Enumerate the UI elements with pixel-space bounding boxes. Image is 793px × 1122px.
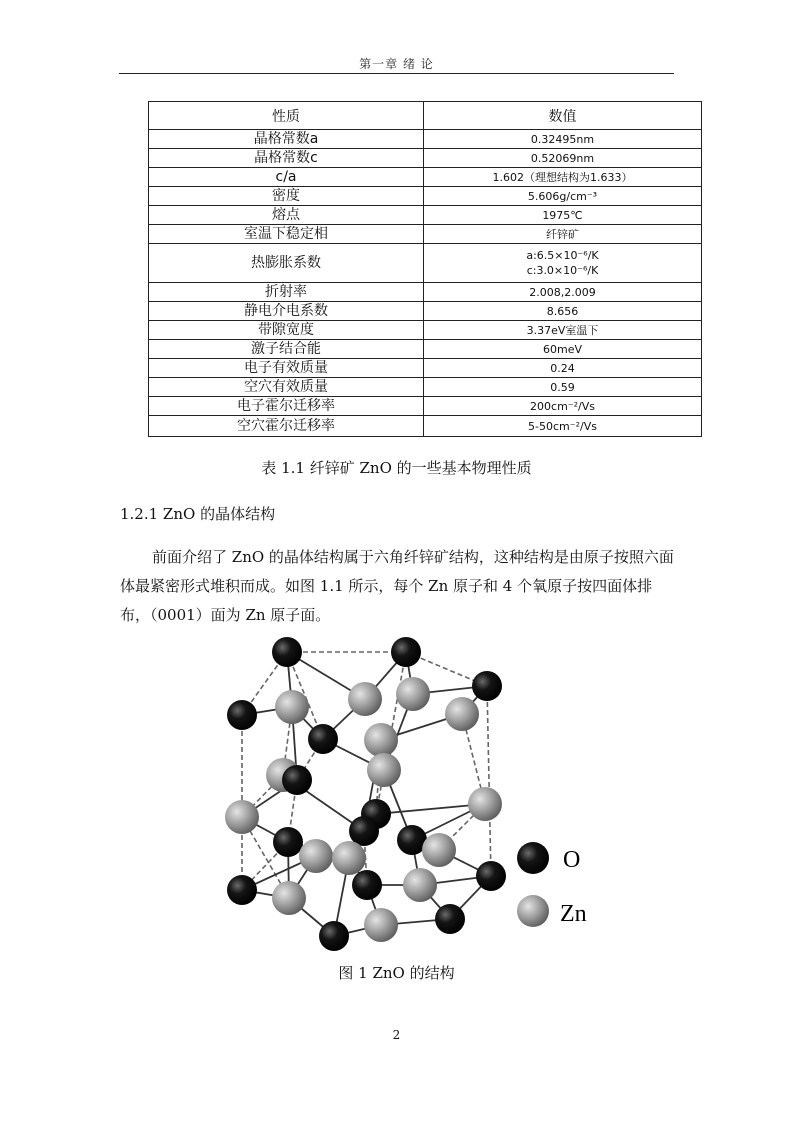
- header-rule: [119, 73, 674, 74]
- zinc-atom: [225, 800, 259, 834]
- table-row: [149, 359, 702, 378]
- property-value-text: 0.59: [550, 380, 575, 394]
- property-name-cell: 空穴有效质量: [149, 378, 424, 397]
- property-value-cell: [424, 302, 702, 321]
- property-value-cell: [424, 340, 702, 359]
- property-value-text: 200cm⁻²/Vs: [530, 399, 595, 413]
- properties-table: [148, 101, 702, 437]
- property-value-cell: [424, 187, 702, 206]
- oxygen-atom: [308, 724, 338, 754]
- property-value-text: 2.008,2.009: [529, 285, 596, 299]
- oxygen-atom: [352, 870, 382, 900]
- property-value-text: 0.32495nm: [530, 132, 595, 146]
- table-row: [149, 321, 702, 340]
- zinc-atom: [396, 677, 430, 711]
- table-row: [149, 302, 702, 321]
- property-name-cell: 静电介电系数: [149, 302, 424, 321]
- property-name-cell: 晶格常数a: [149, 130, 424, 149]
- property-name-cell: 密度: [149, 187, 424, 206]
- table-row: [149, 283, 702, 302]
- property-value-cell: [424, 397, 702, 416]
- property-name-cell: 晶格常数c: [149, 149, 424, 168]
- zinc-legend-label: Zn: [560, 901, 587, 927]
- table-row: [149, 225, 702, 244]
- zinc-atom: [403, 868, 437, 902]
- property-value-cell: [424, 168, 702, 187]
- property-name-cell: 电子霍尔迁移率: [149, 397, 424, 416]
- zinc-atom: [299, 839, 333, 873]
- zinc-atom: [364, 908, 398, 942]
- property-value-text: 0.52069nm: [530, 151, 595, 165]
- property-value-cell: [424, 244, 702, 283]
- table-row: [149, 187, 702, 206]
- oxygen-atom: [282, 765, 312, 795]
- oxygen-atom: [319, 921, 349, 951]
- table-body: [149, 130, 702, 437]
- column-header-property: 性质: [149, 102, 424, 130]
- property-name-cell: 空穴霍尔迁移率: [149, 416, 424, 437]
- body-paragraph: [120, 543, 676, 630]
- oxygen-atom: [227, 875, 257, 905]
- oxygen-atom: [435, 904, 465, 934]
- zinc-atom: [364, 723, 398, 757]
- table-row: [149, 378, 702, 397]
- zinc-atom: [272, 881, 306, 915]
- column-header-value: 数值: [424, 102, 702, 130]
- property-value-cell: [424, 130, 702, 149]
- oxygen-atom: [472, 671, 502, 701]
- property-name-cell: 电子有效质量: [149, 359, 424, 378]
- paragraph-text: 前面介绍了 ZnO 的晶体结构属于六角纤锌矿结构，这种结构是由原子按照六面体最紧密形式堆积而成。如图 1.1 所示，每个 Zn 原子和 4 个氧原子按四面体排布，（0001）面为 Zn 原子面。: [120, 548, 674, 624]
- property-value-text: 60meV: [542, 342, 582, 356]
- oxygen-atom: [273, 827, 303, 857]
- property-value-text: 3.37eV室温下: [526, 323, 599, 337]
- running-header: 第一章 绪 论: [359, 57, 434, 71]
- oxygen-legend-swatch: [517, 842, 549, 874]
- property-value-cell: [424, 378, 702, 397]
- property-value-cell: [424, 149, 702, 168]
- zinc-atom: [275, 690, 309, 724]
- property-value-cell: [424, 416, 702, 437]
- figure-caption: 图 1 ZnO 的结构: [338, 964, 455, 982]
- zinc-atom: [445, 697, 479, 731]
- table-row: [149, 149, 702, 168]
- property-value-cell: [424, 206, 702, 225]
- table-row: [149, 397, 702, 416]
- property-value-text: 1.602（理想结构为1.633）: [492, 170, 633, 184]
- table-row: [149, 130, 702, 149]
- oxygen-atom: [227, 700, 257, 730]
- figure-legend: [517, 842, 587, 927]
- property-name-cell: 折射率: [149, 283, 424, 302]
- property-name-cell: 室温下稳定相: [149, 225, 424, 244]
- property-value-text: 0.24: [550, 361, 575, 375]
- table-row: [149, 416, 702, 437]
- property-value-text: 纤锌矿: [546, 227, 579, 241]
- property-value-text: c:3.0×10⁻⁶/K: [526, 264, 599, 277]
- property-name-cell: 热膨胀系数: [149, 244, 424, 283]
- property-value-text: a:6.5×10⁻⁶/K: [526, 249, 599, 262]
- property-value-text: 8.656: [546, 304, 579, 318]
- property-value-cell: [424, 321, 702, 340]
- oxygen-atom: [349, 816, 379, 846]
- page-number: 2: [392, 1028, 401, 1042]
- zinc-atom: [468, 787, 502, 821]
- zinc-atom: [348, 682, 382, 716]
- zno-crystal-structure-figure: [210, 632, 610, 962]
- oxygen-atom: [272, 637, 302, 667]
- zinc-atom: [332, 841, 366, 875]
- table-header-row: [149, 102, 702, 130]
- property-name-cell: 激子结合能: [149, 340, 424, 359]
- zinc-atom: [367, 753, 401, 787]
- property-value-text: 5.606g/cm⁻³: [527, 189, 598, 203]
- table-caption: 表 1.1 纤锌矿 ZnO 的一些基本物理性质: [261, 459, 532, 477]
- table-row: [149, 168, 702, 187]
- property-name-cell: 熔点: [149, 206, 424, 225]
- property-value-cell: [424, 283, 702, 302]
- table-row: [149, 206, 702, 225]
- table-row: [149, 340, 702, 359]
- zinc-atom: [422, 833, 456, 867]
- property-name-cell: c/a: [149, 168, 424, 187]
- property-value-cell: [424, 359, 702, 378]
- dashed-bond: [487, 686, 491, 876]
- property-name-cell: 带隙宽度: [149, 321, 424, 340]
- oxygen-atom: [476, 861, 506, 891]
- property-value-cell: [424, 225, 702, 244]
- table-row: [149, 244, 702, 283]
- oxygen-atom: [391, 637, 421, 667]
- property-value-text: 1975℃: [542, 208, 583, 222]
- section-heading: 1.2.1 ZnO 的晶体结构: [120, 505, 276, 523]
- property-value-text: 5-50cm⁻²/Vs: [528, 419, 597, 433]
- oxygen-legend-label: O: [563, 847, 581, 873]
- zinc-legend-swatch: [517, 895, 549, 927]
